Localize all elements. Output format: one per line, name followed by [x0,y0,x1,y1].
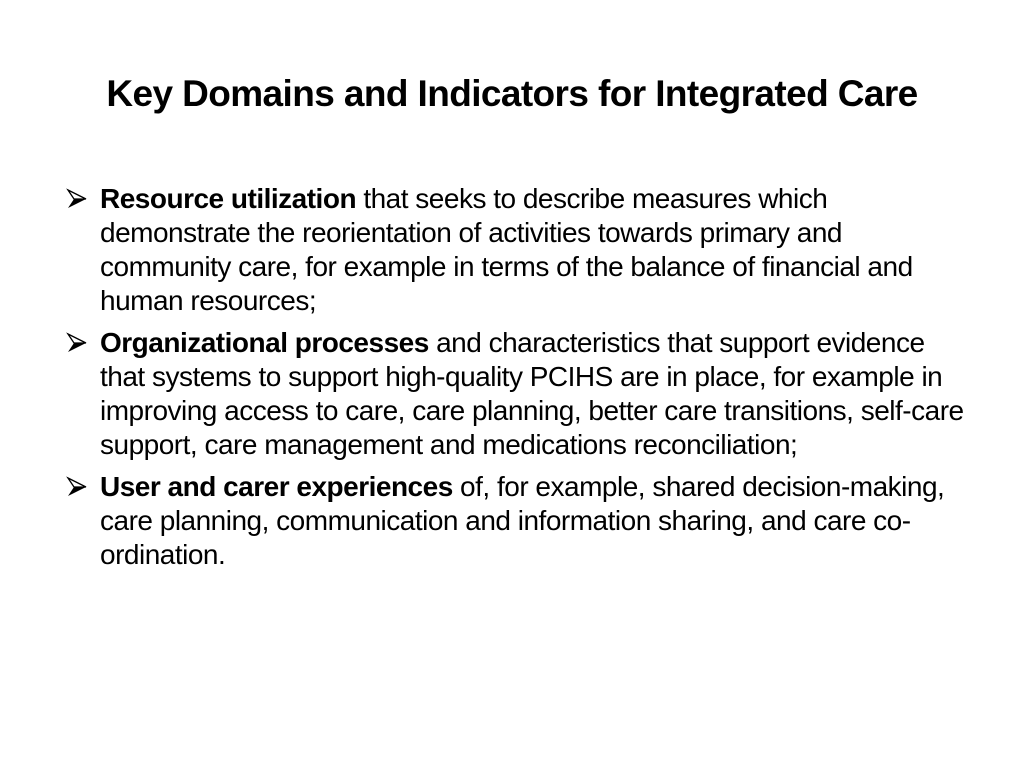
bullet-text: and characteristics that support evidence that systems to support high-quality PCIHS are in place, for example in improving access to care, care planning, better care transitions, self-care support, care management and medications reconciliation; [100,327,964,460]
bullet-term: Resource utilization [100,183,357,214]
arrow-bullet-icon [66,470,90,504]
bullet-item-user-carer-experiences [66,470,966,572]
bullet-item-organizational-processes [66,326,966,462]
arrow-bullet-icon [66,326,90,360]
bullet-text: that seeks to describe measures which demonstrate the reorientation of activities towards primary and community care, for example in terms of the balance of financial and human resources; [100,183,913,316]
arrow-bullet-icon [66,182,90,216]
bullet-item-resource-utilization [66,182,966,318]
bullet-term: Organizational processes [100,327,429,358]
slide-title: Key Domains and Indicators for Integrated Care [106,73,918,114]
bullet-text: of, for example, shared decision-making, care planning, communication and information sharing, and care co-ordination. [100,471,945,570]
bullet-term: User and carer experiences [100,471,453,502]
bullet-list [66,182,966,580]
